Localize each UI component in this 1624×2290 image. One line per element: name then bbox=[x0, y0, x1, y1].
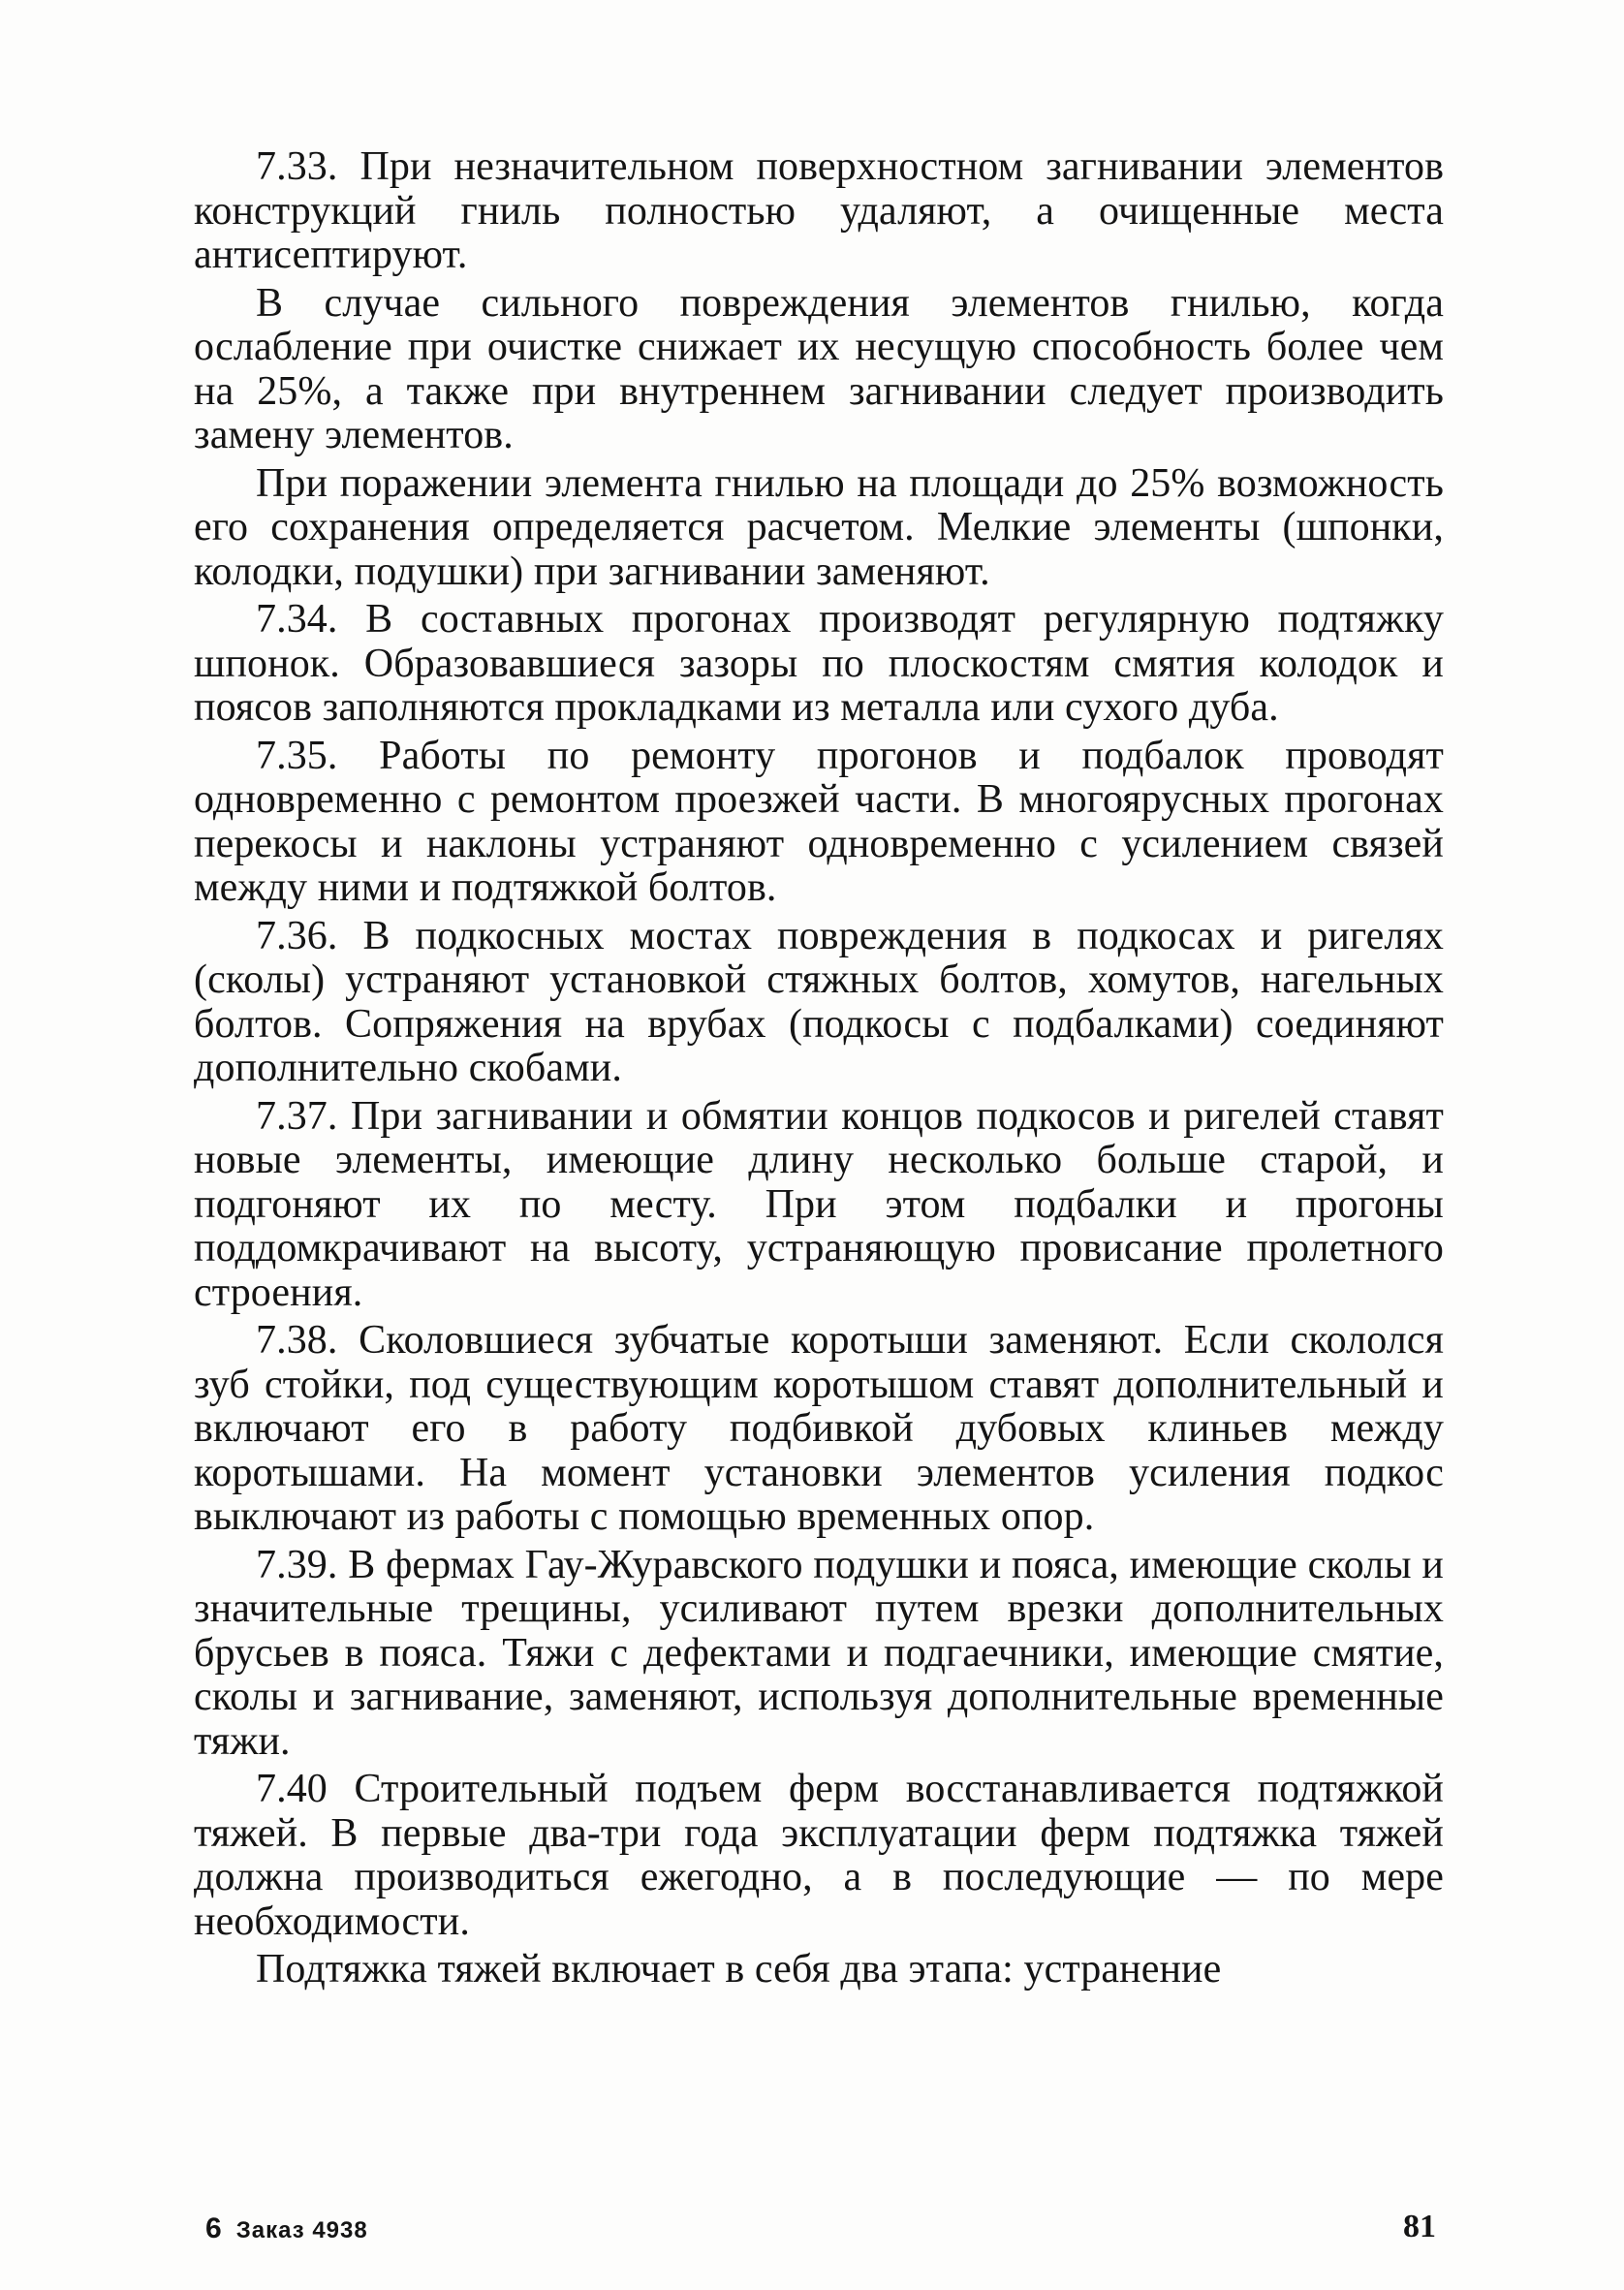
paragraph-7-34: 7.34. В составных прогонах производят регулярную подтяжку шпонок. Образовавшиеся зазоры по плоскостям смятия колодок и поясов заполняются прокладками из металла или сухого дуба. bbox=[194, 597, 1444, 730]
paragraph-7-37: 7.37. При загнивании и обмятии концов подкосов и ригелей ставят новые элементы, имеющие длину несколько больше старой, и подгоняют их по месту. При этом подбалки и прогоны поддомкрачивают на высоту, устраняющую провисание пролетного строения. bbox=[194, 1093, 1444, 1315]
paragraph-severe-damage: В случае сильного повреждения элементов гнилью, когда ослабление при очистке снижает их несущую способность более чем на 25%, а также при внутреннем загнивании следует производить замену элементов. bbox=[194, 280, 1444, 457]
paragraph-7-36: 7.36. В подкосных мостах повреждения в подкосах и ригелях (сколы) устраняют установкой стяжных болтов, хомутов, нагельных болтов. Сопряжения на врубах (подкосы с подбалками) соединяют дополнительно скобами. bbox=[194, 913, 1444, 1090]
page-footer bbox=[0, 2209, 1624, 2251]
paragraph-7-35: 7.35. Работы по ремонту прогонов и подбалок проводят одновременно с ремонтом проезжей части. В многоярусных прогонах перекосы и наклоны устраняют одновременно с усилением связей между ними и подтяжкой болтов. bbox=[194, 733, 1444, 910]
page-number: 81 bbox=[1403, 2209, 1436, 2244]
paragraph-area-damage: При поражении элемента гнилью на площади до 25% возможность его сохранения определяется расчетом. Мелкие элементы (шпонки, колодки, подушки) при загнивании заменяют. bbox=[194, 460, 1444, 594]
paragraph-7-38: 7.38. Сколовшиеся зубчатые коротыши заменяют. Если скололся зуб стойки, под существующим коротышом ставят дополнительный и включают его в работу подбивкой дубовых клиньев между коротышами. На момент установки элементов усиления подкос выключают из работы с помощью временных опор. bbox=[194, 1318, 1444, 1539]
order-label: Заказ 4938 bbox=[235, 2217, 368, 2243]
body-text bbox=[194, 145, 1444, 1996]
paragraph-tension-stages: Подтяжка тяжей включает в себя два этапа: устранение bbox=[256, 1947, 1222, 1992]
paragraph-7-33: 7.33. При незначительном поверхностном загнивании элементов конструкций гниль полностью удаляют, а очищенные места антисептируют. bbox=[194, 144, 1444, 277]
signature-number: 6 bbox=[205, 2212, 223, 2244]
paragraph-7-39: 7.39. В фермах Гау-Журавского подушки и пояса, имеющие сколы и значительные трещины, усиливают путем врезки дополнительных брусьев в пояса. Тяжи с дефектами и подгаечники, имеющие смятие, сколы и загнивание, заменяют, используя дополнительные временные тяжи. bbox=[194, 1542, 1444, 1764]
paragraph-7-40: 7.40 Строительный подъем ферм восстанавливается подтяжкой тяжей. В первые два-три года эксплуатации ферм подтяжка тяжей должна производиться ежегодно, а в последующие — по мере необходимости. bbox=[194, 1767, 1444, 1944]
printer-signature bbox=[205, 2212, 368, 2245]
